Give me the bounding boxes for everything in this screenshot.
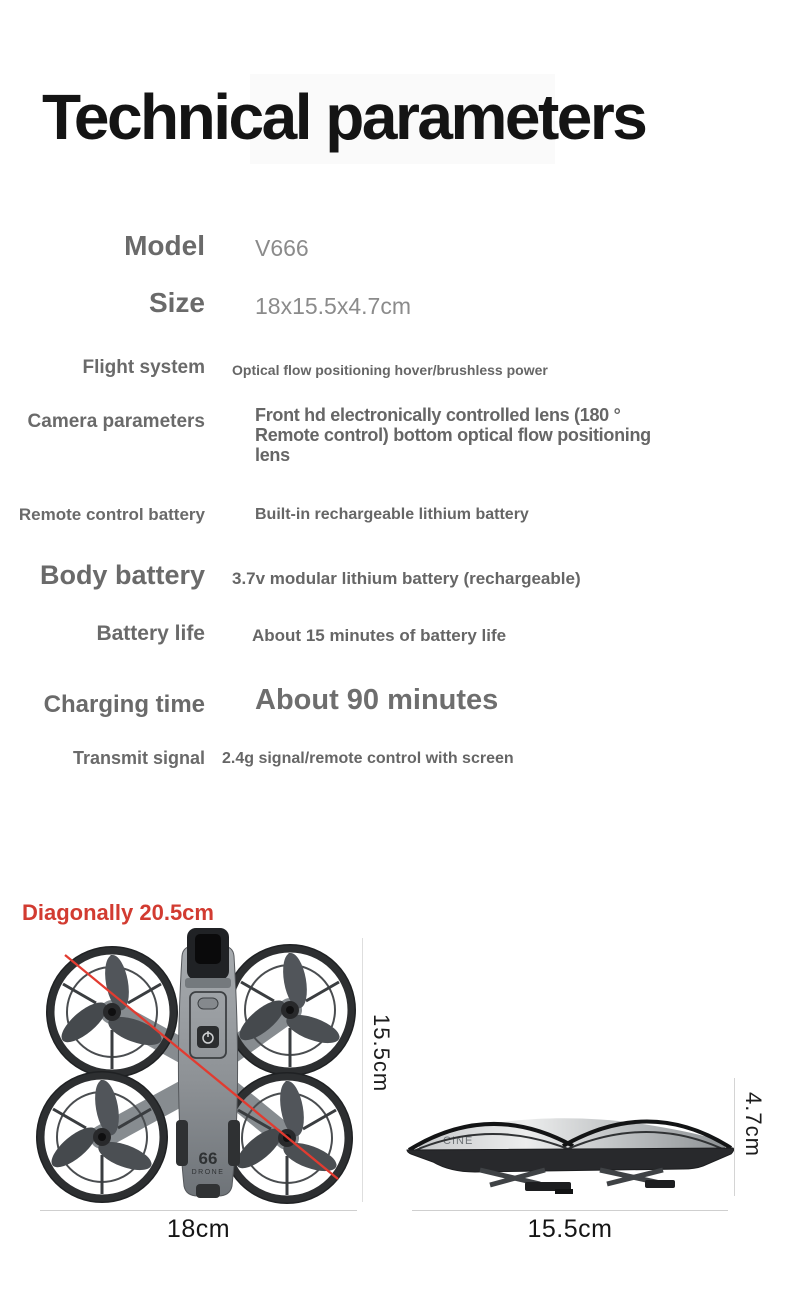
vent-left bbox=[176, 1120, 188, 1166]
spec-row-model bbox=[0, 230, 309, 262]
hull bbox=[407, 1148, 734, 1172]
drone-top-view-image bbox=[30, 928, 370, 1210]
spec-label: Remote control battery bbox=[18, 505, 205, 524]
spec-row-body-battery bbox=[0, 560, 581, 591]
spec-label: Charging time bbox=[43, 691, 205, 718]
spec-value: Built-in rechargeable lithium battery bbox=[255, 506, 529, 523]
landing-foot bbox=[645, 1180, 675, 1188]
spec-value: V666 bbox=[255, 235, 309, 261]
top-view-height-label: 15.5cm bbox=[369, 1014, 394, 1093]
drone-side-view-image bbox=[405, 1090, 735, 1195]
spec-value: 3.7v modular lithium battery (rechargeable) bbox=[232, 569, 581, 588]
spec-value: 18x15.5x4.7cm bbox=[255, 293, 411, 319]
spec-label: Size bbox=[148, 287, 205, 318]
spec-row-size bbox=[0, 287, 411, 320]
spec-value: About 15 minutes of battery life bbox=[252, 626, 507, 645]
dimension-line-top-view-width bbox=[40, 1210, 357, 1211]
spec-label: Camera parameters bbox=[27, 411, 205, 432]
side-body-text: CINE bbox=[443, 1135, 474, 1147]
spec-row-charging-time bbox=[0, 684, 498, 719]
spec-value: Optical flow positioning hover/brushless power bbox=[232, 362, 548, 378]
under-struts bbox=[480, 1170, 663, 1185]
spec-label: Transmit signal bbox=[72, 748, 205, 768]
dimension-line-side-view-width bbox=[412, 1210, 728, 1211]
page-title: Technical parameters bbox=[42, 81, 646, 153]
vent-right bbox=[228, 1120, 240, 1166]
drone-logo-sub: DRONE bbox=[191, 1169, 225, 1176]
propeller-ring bbox=[47, 947, 177, 1077]
spec-row-transmit-signal bbox=[0, 748, 514, 769]
spec-row-battery-life bbox=[0, 622, 506, 646]
propeller-ring bbox=[225, 945, 355, 1075]
spec-value: About 90 minutes bbox=[255, 684, 499, 716]
spec-row-flight-system bbox=[0, 357, 548, 379]
dimension-line-side-view-height bbox=[734, 1078, 735, 1196]
side-view-height-label: 4.7cm bbox=[741, 1092, 766, 1157]
spec-value: 2.4g signal/remote control with screen bbox=[222, 750, 514, 767]
diagonal-dimension-label: Diagonally 20.5cm bbox=[22, 900, 214, 925]
camera-lens bbox=[195, 934, 221, 964]
top-view-width-label: 18cm bbox=[166, 1215, 231, 1243]
spec-row-camera-parameters bbox=[0, 405, 655, 465]
spec-row-remote-battery bbox=[0, 505, 529, 525]
side-view-width-label: 15.5cm bbox=[527, 1215, 613, 1243]
spec-label: Body battery bbox=[39, 560, 205, 590]
spec-value: Front hd electronically controlled lens (180 ° Remote control) bottom optical flow positioning lens bbox=[255, 405, 651, 466]
fuselage bbox=[176, 928, 240, 1198]
dimension-line-top-view-height bbox=[362, 938, 363, 1202]
drone-logo: 66 bbox=[198, 1149, 218, 1168]
spec-label: Model bbox=[124, 230, 205, 261]
spec-label: Battery life bbox=[96, 622, 205, 645]
spec-label: Flight system bbox=[82, 357, 205, 378]
propeller-ring bbox=[37, 1072, 167, 1202]
